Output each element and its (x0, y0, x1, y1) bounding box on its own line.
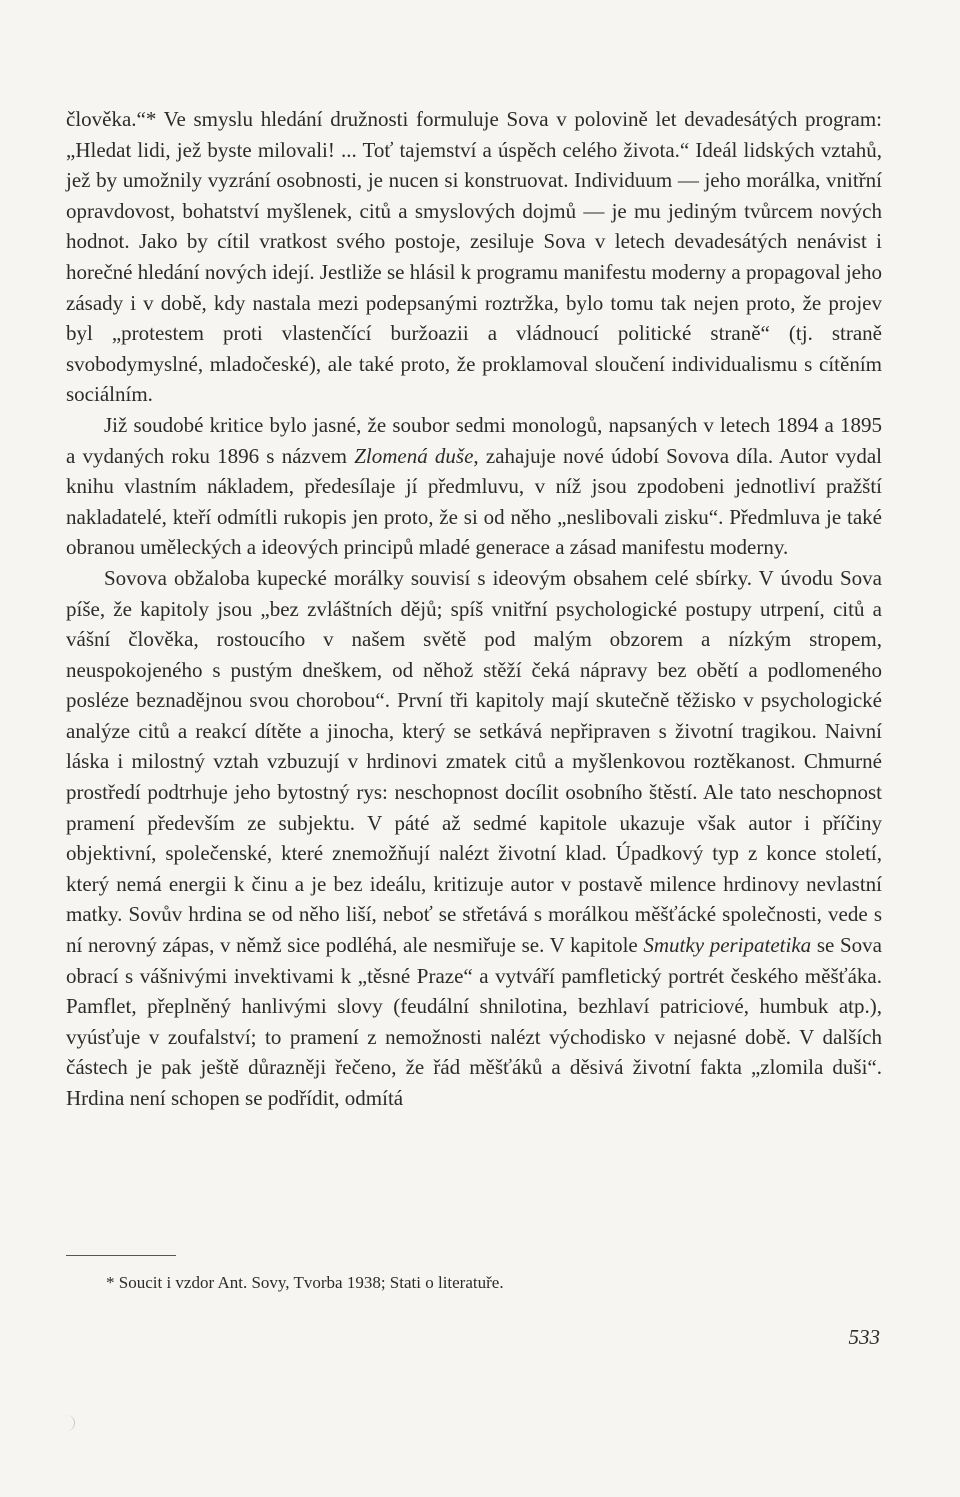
text-run: Již soudobé kritice bylo jasné, že soubor sedmi monologů, napsaných v letech 1894 a 1895 a vydaných roku 1896 s názvem (66, 412, 882, 468)
text-run: , zahajuje nové údobí Sovova díla. Autor vydal knihu vlastním nákladem, předesílaje jí předmluvu, v níž jsou zpodobeni jednotliví pražští nakladatelé, kteří odmítli rukopis jen proto, že si od něho „neslibovali zisku“. Předmluva je také obranou uměleckých a ideových principů mladé generace a zásad manifestu moderny. (66, 443, 882, 560)
paragraph (66, 563, 882, 1114)
italic-title: Smutky peripatetika (643, 933, 812, 958)
footnote: * Soucit i vzdor Ant. Sovy, Tvorba 1938; Stati o literatuře. (106, 1273, 504, 1292)
paragraph (66, 104, 882, 410)
text-run: Sovova obžaloba kupecké morálky souvisí s ideovým obsahem celé sbírky. V úvodu Sova píše, že kapitoly jsou „bez zvláštních dějů; spíš vnitřní psychologické postupy utrpení, citů a vášní člověka, rostoucího v našem světě pod malým obzorem a nízkým stropem, neuspokojeného s pustým dneškem, od něhož stěží čeká nápravy bez obětí a podlomeného posléze beznadějnou svou chorobou“. První tři kapitoly mají skutečně těžisko v psychologické analýze citů a reakcí dítěte a jinocha, který se setkává nepřipraven s životní tragikou. Naivní láska i milostný vztah vzbuzují v hrdinovi zmatek citů a myšlenkovou roztěkanost. Chmurné prostředí podtrhuje jeho bytostný rys: neschopnost docílit osobního štěstí. Ale tato neschopnost pramení především ze subjektu. V páté až sedmé kapitole ukazuje však autor i příčiny objektivní, společenské, které znemožňují nalézt životní klad. Úpadkový typ z konce století, který nemá energii k činu a je bez ideálu, kritizuje autor v postavě milence hrdinovy nevlastní matky. Sovův hrdina se od něho liší, neboť se střetává s morálkou měšťácké společnosti, vede s ní nerovný zápas, v němž sice podléhá, ale nesmiřuje se. V kapitole (66, 565, 882, 958)
footnote-divider (66, 1255, 176, 1256)
italic-title: Zlomená duše (354, 443, 474, 468)
page-number: 533 (848, 1325, 880, 1349)
text-run: člověka.“* Ve smyslu hledání družnosti formuluje Sova v polovině let devadesátých program: „Hledat lidi, jež byste milovali! ... Toť tajemství a úspěch celého života.“ Ideál lidských vztahů, jež by umožnily vyzrání osobnosti, je nucen si konstruovat. Individuum — jeho morálka, vnitřní opravdovost, bohatství myšlenek, citů a smyslových dojmů — je mu jediným tvůrcem nových hodnot. Jako by cítil vratkost svého postoje, zesiluje Sova v letech devadesátých nenávist i horečné hledání nových idejí. Jestliže se hlásil k programu manifestu moderny a propagoval jeho zásady i v době, kdy nastala mezi podepsanými roztržka, bylo tomu tak nejen proto, že projev byl „protestem proti vlastenčící buržoazii a vládnoucí politické straně“ (tj. straně svobodymyslné, mladočeské), ale také proto, že proklamoval sloučení individualismu s cítěním sociálním. (66, 107, 882, 407)
body-text (66, 104, 882, 1114)
text-run: se Sova obrací s vášnivými invektivami k „těsné Praze“ a vytváří pamfletický portrét českého měšťáka. Pamflet, přeplněný hanlivými slovy (feudální shnilotina, bezhlaví patriciové, humbuk atp.), vyúsťuje v zoufalství; to pramení z nemožnosti nalézt východisko v nejasné době. V dalších částech je pak ještě důrazněji řečeno, že řád měšťáků a děsivá životní fakta „zlomila duši“. Hrdina není schopen se podřídit, odmítá (66, 933, 882, 1110)
paragraph (66, 410, 882, 563)
page-edge-mark (60, 1415, 75, 1431)
